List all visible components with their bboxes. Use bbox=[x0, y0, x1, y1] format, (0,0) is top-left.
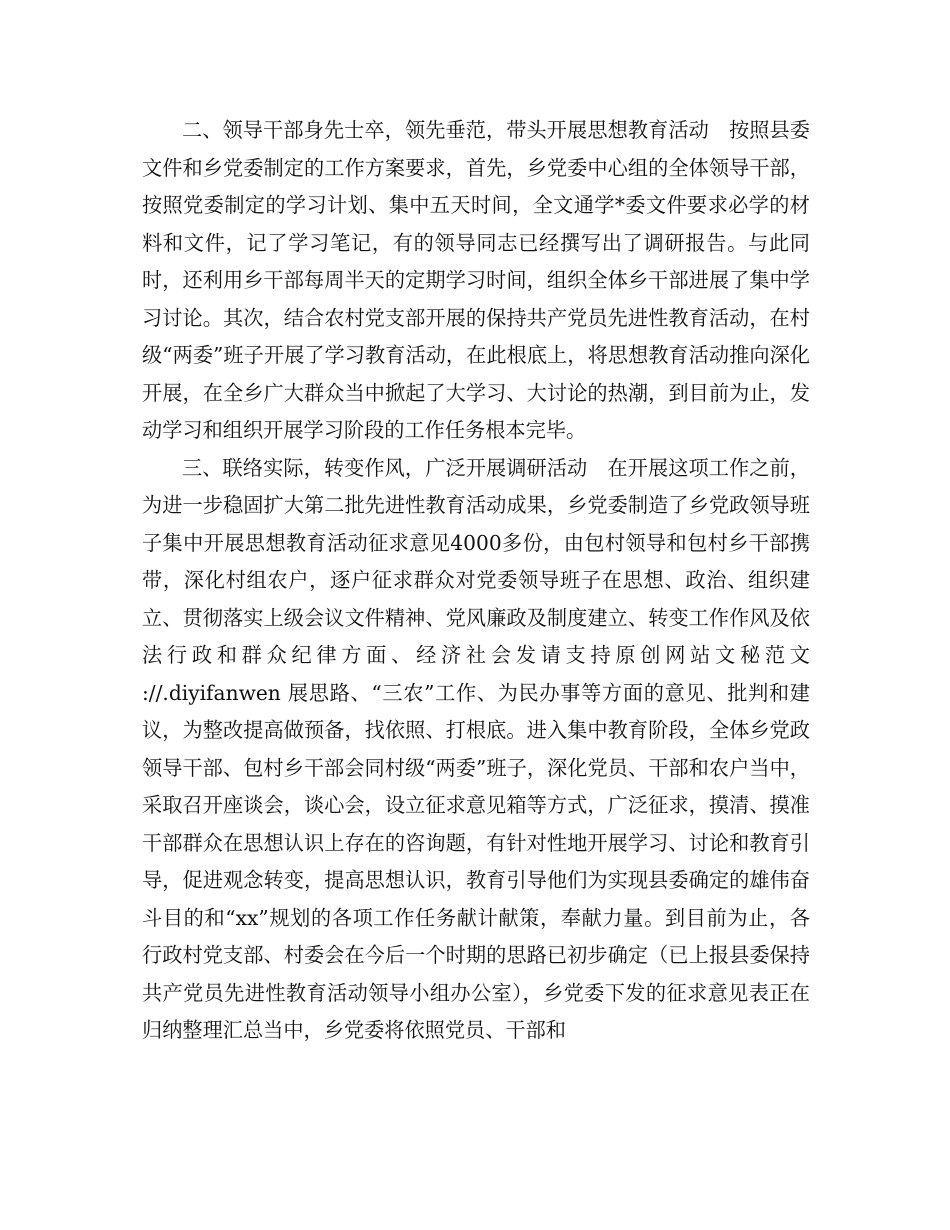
section-heading: 三、联络实际，转变作风，广泛开展调研活动 bbox=[182, 455, 588, 480]
section-heading: 二、领导干部身先士卒，领先垂范，带头开展思想教育活动 bbox=[182, 118, 709, 142]
paragraph-section-2 bbox=[142, 112, 810, 450]
document-page bbox=[142, 112, 810, 1050]
section-body: 在开展这项工作之前，为进一步稳固扩大第二批先进性教育活动成果，乡党委制造了乡党政领导班子集中开展思想教育活动征求意见4000多份，由包村领导和包村乡干部携带，深化村组农户，逐户征求群众对党委领导班子在思想、政治、组织建立、贯彻落实上级会议文件精神、党风廉政及制度建立、转变工作作风及依法行政和群众纪律方面、经济社会发请支持原创网站文秘范文 ://.diyifanwen 展思路、“三农”工作、为民办事等方面的意见、批判和建议，为整改提高做预备，找依照、打根底。进入集中教育阶段，全体乡党政领导干部、包村乡干部会同村级“两委”班子，深化党员、干部和农户当中，采取召开座谈会，谈心会，设立征求意见箱等方式，广泛征求，摸清、摸准干部群众在思想认识上存在的咨询题，有针对性地开展学习、讨论和教育引导，促进观念转变，提高思想认识，教育引导他们为实现县委确定的雄伟奋斗目的和“xx”规划的各项工作任务献计献策，奉献力量。到目前为止，各行政村党支部、村委会在今后一个时期的思路已初步确定（已上报县委保持共产党员先进性教育活动领导小组办公室），乡党委下发的征求意见表正在归纳整理汇总当中，乡党委将依照党员、干部和 bbox=[142, 455, 810, 1042]
paragraph-section-3 bbox=[142, 450, 810, 1050]
section-body: 按照县委文件和乡党委制定的工作方案要求，首先，乡党委中心组的全体领导干部，按照党委制定的学习计划、集中五天时间，全文通学*委文件要求必学的材料和文件，记了学习笔记，有的领导同志已经撰写出了调研报告。与此同时，还利用乡干部每周半天的定期学习时间，组织全体乡干部进展了集中学习讨论。其次，结合农村党支部开展的保持共产党员先进性教育活动，在村级“两委”班子开展了学习教育活动，在此根底上，将思想教育活动推向深化开展，在全乡广大群众当中掀起了大学习、大讨论的热潮，到目前为止，发动学习和组织开展学习阶段的工作任务根本完毕。 bbox=[142, 118, 810, 442]
